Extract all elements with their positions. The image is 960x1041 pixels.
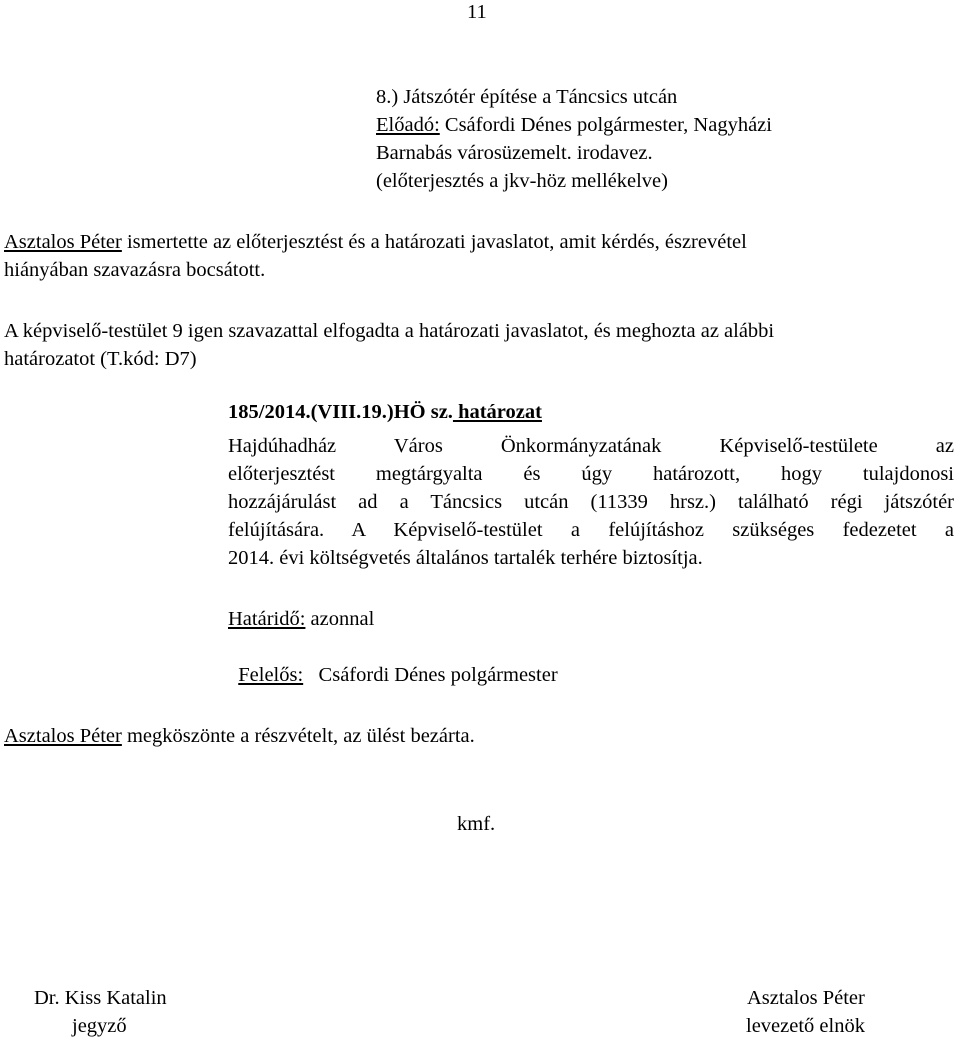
intro-speaker: Asztalos Péter [4,231,122,253]
signature-left-title: jegyző [72,1015,127,1037]
agenda-attachment-note: (előterjesztés a jkv-höz mellékelve) [376,170,668,192]
deadline-label: Határidő: [228,608,306,630]
resolution-label: határozat [452,401,542,423]
agenda-presenter [376,111,772,139]
presenter-label: Előadó: [376,114,440,136]
signature-right-name: Asztalos Péter [747,987,865,1009]
resolution-body [228,432,954,572]
resolution-number: 185/2014.(VIII.19.)HÖ sz. [228,401,453,423]
intro-line-2: hiányában szavazásra bocsátott. [4,259,266,281]
presenter-names: Csáfordi Dénes polgármester, Nagyházi [439,114,772,136]
agenda-title: 8.) Játszótér építése a Táncsics utcán [376,86,678,108]
resolution-line: hozzájárulást ad a Táncsics utcán (11339 hrsz.) található régi játszótér [228,491,954,513]
responsible [228,633,558,689]
closing-text: megköszönte a részvételt, az ülést bezárta. [121,725,475,747]
resolution-heading [228,398,542,426]
closing-speaker: Asztalos Péter [4,725,122,747]
signature-right-title: levezető elnök [746,1015,865,1037]
kmf: kmf. [457,813,496,835]
responsible-label: Felelős: [238,664,304,686]
vote-line-2: határozatot (T.kód: D7) [4,348,197,370]
deadline-value: azonnal [305,608,375,630]
responsible-value: Csáfordi Dénes polgármester [303,664,558,686]
deadline [228,605,374,633]
resolution-line: felújítására. A Képviselő-testület a felújításhoz szükséges fedezetet a [228,519,954,541]
closing-line [4,722,475,750]
resolution-line: Hajdúhadház Város Önkormányzatának Képviselő-testülete az [228,435,954,457]
intro-line-1 [4,228,747,256]
agenda-presenter-cont: Barnabás városüzemelt. irodavez. [376,142,653,164]
resolution-line: előterjesztést megtárgyalta és úgy határozott, hogy tulajdonosi [228,463,954,485]
vote-line-1: A képviselő-testület 9 igen szavazattal elfogadta a határozati javaslatot, és meghozta az alábbi [4,320,775,342]
resolution-line: 2014. évi költségvetés általános tartalék terhére biztosítja. [228,547,703,569]
intro-text: ismertette az előterjesztést és a határozati javaslatot, amit kérdés, észrevétel [121,231,747,253]
page-number: 11 [467,1,487,23]
signature-left-name: Dr. Kiss Katalin [34,987,167,1009]
